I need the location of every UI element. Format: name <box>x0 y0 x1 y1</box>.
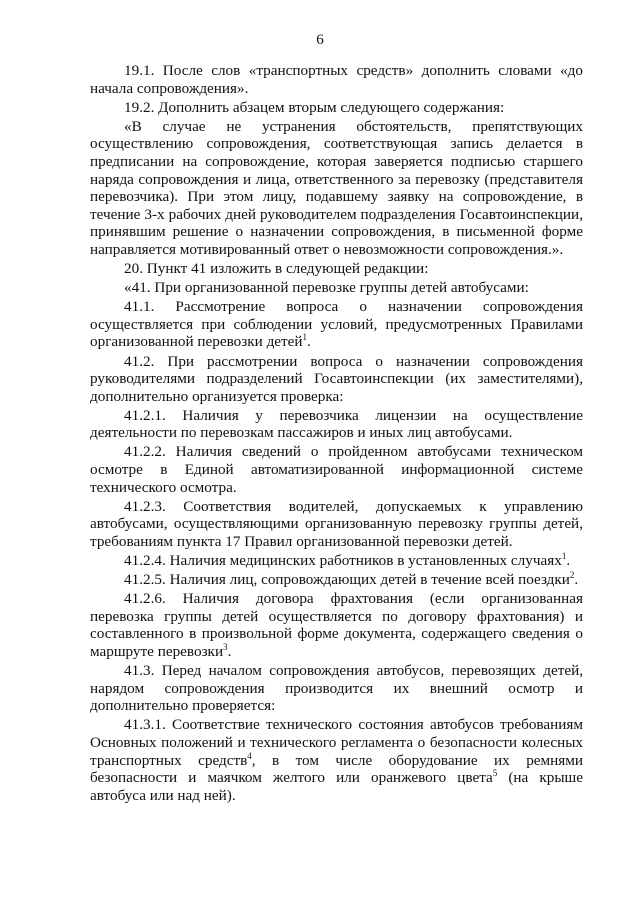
footnote-ref: 1 <box>561 550 567 561</box>
paragraph-41-2-2: 41.2.2. Наличия сведений о пройденном автобусами техническом осмотре в Единой автоматизированной информационной системе технического осмотра. <box>90 443 583 496</box>
paragraph-41-2-6: 41.2.6. Наличия договора фрахтования (если организованная перевозка группы детей осуществляется по договору фрахтования) и составленного в произвольной форме документа, содержащего сведения о маршруте перевозки$^3$. <box>90 590 583 660</box>
paragraph-41-2: 41.2. При рассмотрении вопроса о назначении сопровождения руководителями подразделений Госавтоинспекции (их заместителями), дополнительно организуется проверка: <box>90 352 583 405</box>
paragraph-41-3-1: 41.3.1. Соответствие технического состояния автобусов требованиям Основных положений и технического регламента о безопасности колесных транспортных средств$^4$, в том числе оборудование их ремнями безопасности и маячком желтого или оранжевого цвета$^5$ (на крыше автобуса или над ней). <box>90 716 584 804</box>
page-number: 6 <box>316 32 324 48</box>
paragraph-20: 20. Пункт 41 изложить в следующей редакции: <box>124 260 429 278</box>
paragraph-41-3: 41.3. Перед началом сопровождения автобусов, перевозящих детей, нарядом сопровождения производится их внешний осмотр и дополнительно проверяется: <box>90 662 583 715</box>
footnote-ref: 5 <box>492 768 498 779</box>
paragraph-41-1: 41.1. Рассмотрение вопроса о назначении сопровождения осуществляется при соблюдении условий, предусмотренных Правилами организованной перевозки детей$^1$. <box>90 298 583 351</box>
footnote-ref: 3 <box>223 641 228 652</box>
footnote-ref: 2 <box>569 570 575 581</box>
document-body <box>90 62 583 806</box>
paragraph-41-2-5: 41.2.5. Наличия лиц, сопровождающих детей в течение всей поездки$^2$. <box>124 570 579 589</box>
paragraph-41-2-4: 41.2.4. Наличия медицинских работников в установленных случаях$^1$. <box>124 550 571 570</box>
footnote-ref: 1 <box>302 332 308 343</box>
paragraph-41: «41. При организованной перевозке группы детей автобусами: <box>124 279 529 297</box>
paragraph-19-2: 19.2. Дополнить абзацем вторым следующего содержания: <box>124 98 505 116</box>
paragraph-19-1: 19.1. После слов «транспортных средств» дополнить словами «до начала сопровождения». <box>90 62 583 97</box>
footnote-ref: 4 <box>247 750 252 761</box>
paragraph-41-2-1: 41.2.1. Наличия у перевозчика лицензии на осуществление деятельности по перевозкам пассажиров и иных лиц автобусами. <box>90 406 583 442</box>
paragraph-19-2-quote: «В случае не устранения обстоятельств, препятствующих осуществлению сопровождения, соответствующая запись делается в предписании на сопровождение, которая заверяется подписью старшего наряда сопровождения и лица, ответственного за перевозку (представителя перевозчика). При этом лицу, подавшему заявку на сопровождение, в течение 3-х рабочих дней руководителем подразделения Госавтоинспекции, принявшим решение о назначении сопровождения, в письменной форме направляется мотивированный ответ о невозможности сопровождения.». <box>90 117 583 258</box>
paragraph-41-2-3: 41.2.3. Соответствия водителей, допускаемых к управлению автобусами, осуществляющими организованную перевозку группы детей, требованиям пункта 17 Правил организованной перевозки детей. <box>90 497 583 550</box>
